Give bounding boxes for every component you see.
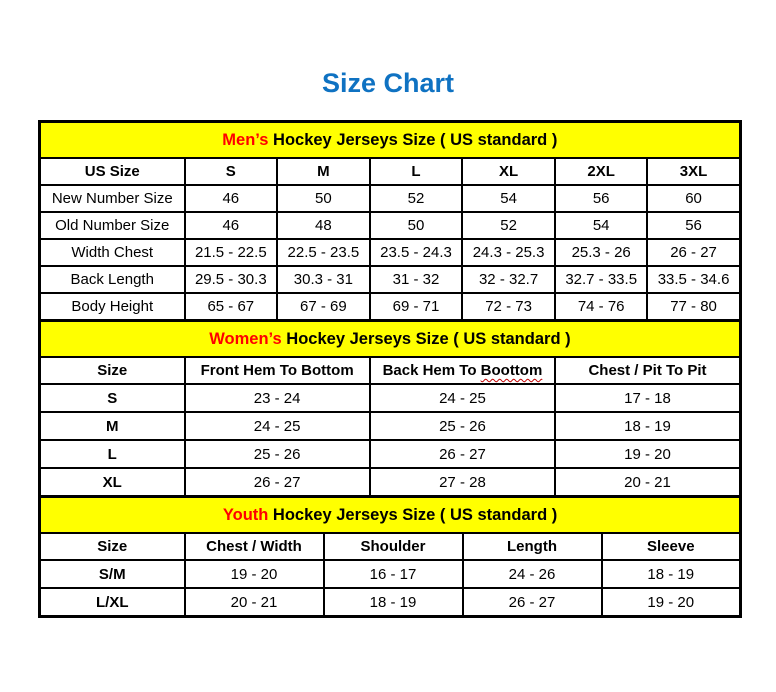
mens-section-highlight: Men’s xyxy=(222,130,269,149)
mens-row-body-height xyxy=(40,293,741,321)
size-cell: 30.3 - 31 xyxy=(277,266,370,293)
womens-row-s xyxy=(40,384,741,412)
row-label: Old Number Size xyxy=(40,212,185,239)
mens-section-rest: Hockey Jerseys Size ( US standard ) xyxy=(268,130,558,149)
youth-col-sleeve: Sleeve xyxy=(602,533,741,560)
mens-row-new-number xyxy=(40,185,741,212)
size-cell: 26 - 27 xyxy=(463,588,602,617)
row-label: XL xyxy=(40,468,185,497)
size-cell: 18 - 19 xyxy=(555,412,740,440)
back-hem-prefix: Back Hem To xyxy=(382,362,481,379)
size-cell: 19 - 20 xyxy=(185,560,324,588)
size-cell: 25.3 - 26 xyxy=(555,239,648,266)
back-hem-misspelled-word: Boottom xyxy=(480,362,543,379)
size-cell: 52 xyxy=(462,212,555,239)
youth-size-table xyxy=(38,495,742,618)
womens-section-row xyxy=(40,321,741,358)
row-label: S xyxy=(40,384,185,412)
youth-row-sm xyxy=(40,560,741,588)
size-cell: 16 - 17 xyxy=(324,560,463,588)
womens-row-m xyxy=(40,412,741,440)
size-cell: 26 - 27 xyxy=(185,468,370,497)
size-cell: 22.5 - 23.5 xyxy=(277,239,370,266)
row-label: M xyxy=(40,412,185,440)
size-cell: 50 xyxy=(277,185,370,212)
row-label: L/XL xyxy=(40,588,185,617)
youth-section-title xyxy=(40,497,741,534)
size-cell: 56 xyxy=(555,185,648,212)
size-cell: 17 - 18 xyxy=(555,384,740,412)
size-cell: 20 - 21 xyxy=(185,588,324,617)
size-cell: 69 - 71 xyxy=(370,293,463,321)
size-cell: 24.3 - 25.3 xyxy=(462,239,555,266)
row-label: Body Height xyxy=(40,293,185,321)
size-cell: 77 - 80 xyxy=(647,293,740,321)
size-cell: 18 - 19 xyxy=(602,560,741,588)
size-cell: 24 - 25 xyxy=(370,384,555,412)
youth-header-row xyxy=(40,533,741,560)
size-cell: 18 - 19 xyxy=(324,588,463,617)
mens-row-back-length xyxy=(40,266,741,293)
womens-section-rest: Hockey Jerseys Size ( US standard ) xyxy=(281,329,571,348)
size-cell: 20 - 21 xyxy=(555,468,740,497)
youth-col-size: Size xyxy=(40,533,185,560)
size-cell: 54 xyxy=(462,185,555,212)
size-cell: 50 xyxy=(370,212,463,239)
size-cell: 60 xyxy=(647,185,740,212)
womens-row-l xyxy=(40,440,741,468)
mens-row-old-number xyxy=(40,212,741,239)
womens-col-front-hem: Front Hem To Bottom xyxy=(185,357,370,384)
youth-section-rest: Hockey Jerseys Size ( US standard ) xyxy=(268,505,558,524)
mens-col-3xl: 3XL xyxy=(647,158,740,185)
size-cell: 33.5 - 34.6 xyxy=(647,266,740,293)
size-cell: 26 - 27 xyxy=(370,440,555,468)
row-label: Back Length xyxy=(40,266,185,293)
womens-header-row xyxy=(40,357,741,384)
youth-col-length: Length xyxy=(463,533,602,560)
size-cell: 52 xyxy=(370,185,463,212)
youth-col-chest-width: Chest / Width xyxy=(185,533,324,560)
womens-row-xl xyxy=(40,468,741,497)
size-cell: 32 - 32.7 xyxy=(462,266,555,293)
page-title: Size Chart xyxy=(321,68,455,98)
womens-col-back-hem xyxy=(370,357,555,384)
size-cell: 25 - 26 xyxy=(185,440,370,468)
mens-section-title xyxy=(40,122,741,159)
size-cell: 29.5 - 30.3 xyxy=(185,266,278,293)
mens-size-table xyxy=(38,120,742,322)
size-cell: 56 xyxy=(647,212,740,239)
size-cell: 23.5 - 24.3 xyxy=(370,239,463,266)
mens-section-row xyxy=(40,122,741,159)
size-cell: 67 - 69 xyxy=(277,293,370,321)
size-cell: 72 - 73 xyxy=(462,293,555,321)
mens-col-s: S xyxy=(185,158,278,185)
youth-section-highlight: Youth xyxy=(222,505,269,524)
youth-section-row xyxy=(40,497,741,534)
size-cell: 21.5 - 22.5 xyxy=(185,239,278,266)
size-cell: 24 - 25 xyxy=(185,412,370,440)
womens-size-table xyxy=(38,319,742,498)
size-cell: 46 xyxy=(185,185,278,212)
mens-col-l: L xyxy=(370,158,463,185)
mens-col-2xl: 2XL xyxy=(555,158,648,185)
size-cell: 48 xyxy=(277,212,370,239)
mens-col-us-size: US Size xyxy=(40,158,185,185)
size-cell: 31 - 32 xyxy=(370,266,463,293)
size-cell: 19 - 20 xyxy=(555,440,740,468)
row-label: New Number Size xyxy=(40,185,185,212)
row-label: L xyxy=(40,440,185,468)
size-cell: 65 - 67 xyxy=(185,293,278,321)
size-cell: 25 - 26 xyxy=(370,412,555,440)
womens-section-title xyxy=(40,321,741,358)
row-label: Width Chest xyxy=(40,239,185,266)
size-chart-tables xyxy=(38,120,739,618)
size-cell: 23 - 24 xyxy=(185,384,370,412)
size-cell: 54 xyxy=(555,212,648,239)
mens-col-m: M xyxy=(277,158,370,185)
youth-col-shoulder: Shoulder xyxy=(324,533,463,560)
size-cell: 26 - 27 xyxy=(647,239,740,266)
size-cell: 19 - 20 xyxy=(602,588,741,617)
mens-row-width-chest xyxy=(40,239,741,266)
size-cell: 24 - 26 xyxy=(463,560,602,588)
mens-header-row xyxy=(40,158,741,185)
size-cell: 32.7 - 33.5 xyxy=(555,266,648,293)
womens-col-chest-pit: Chest / Pit To Pit xyxy=(555,357,740,384)
row-label: S/M xyxy=(40,560,185,588)
womens-section-highlight: Women’s xyxy=(209,329,282,348)
size-cell: 27 - 28 xyxy=(370,468,555,497)
size-cell: 74 - 76 xyxy=(555,293,648,321)
youth-row-lxl xyxy=(40,588,741,617)
size-cell: 46 xyxy=(185,212,278,239)
mens-col-xl: XL xyxy=(462,158,555,185)
womens-col-size: Size xyxy=(40,357,185,384)
